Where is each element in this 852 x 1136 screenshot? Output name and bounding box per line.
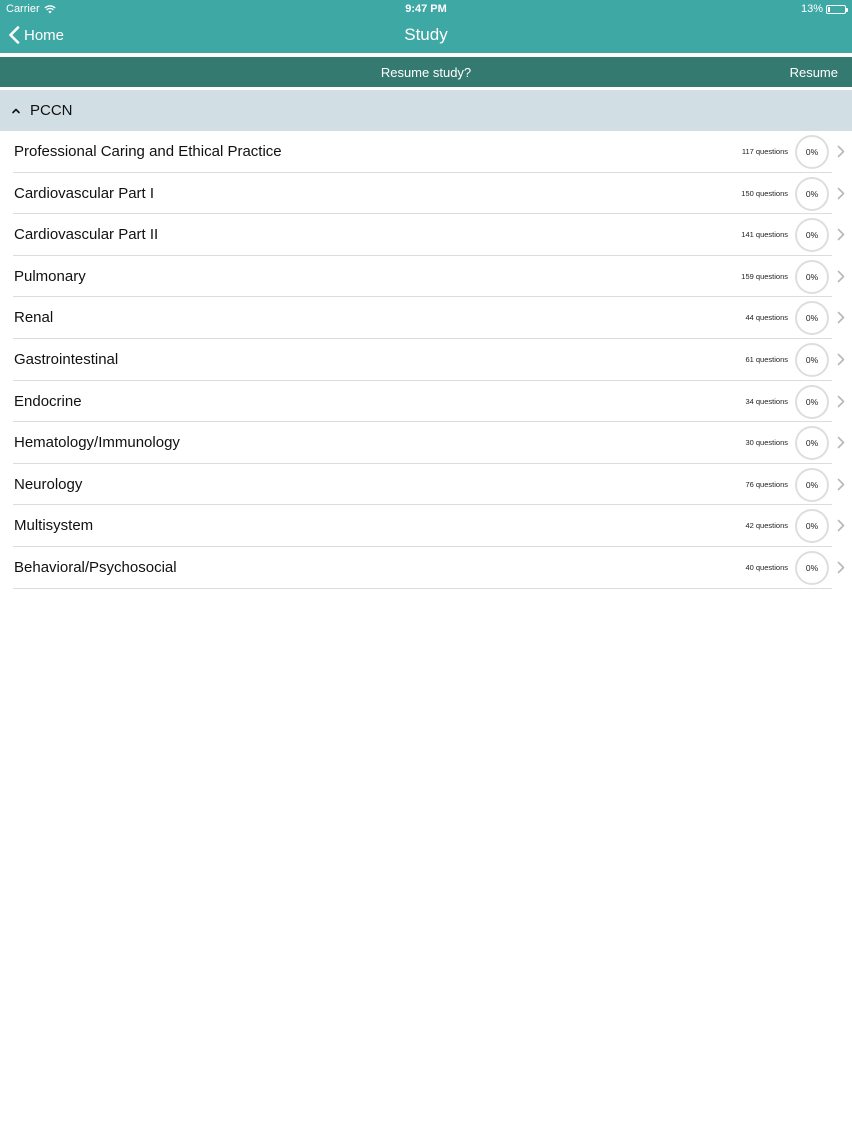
question-count: 30 questions [745, 438, 788, 448]
topic-name: Behavioral/Psychosocial [14, 558, 177, 576]
topic-name: Multisystem [14, 517, 94, 535]
section-header-pccn[interactable] [0, 90, 852, 131]
list-item[interactable] [0, 131, 852, 173]
topic-name: Endocrine [14, 392, 82, 410]
progress-percent: 0% [805, 188, 819, 199]
progress-percent: 0% [805, 147, 819, 157]
chevron-right-icon [837, 228, 845, 241]
topic-name: Gastrointestinal [14, 350, 119, 368]
battery-level-fill [828, 7, 830, 12]
topic-name: Hematology/Immunology [14, 434, 180, 452]
progress-ring [795, 301, 829, 335]
progress-ring [795, 218, 829, 252]
progress-ring [795, 468, 829, 502]
question-count: 44 questions [745, 313, 788, 323]
battery-icon [826, 5, 846, 14]
list-item[interactable] [0, 256, 852, 298]
progress-ring [795, 135, 829, 169]
progress-ring [795, 551, 829, 585]
progress-percent: 0% [805, 562, 819, 573]
status-battery [801, 3, 846, 15]
list-item[interactable] [0, 547, 852, 589]
progress-ring [795, 343, 829, 377]
progress-percent: 0% [805, 479, 819, 490]
question-count: 34 questions [745, 396, 788, 406]
chevron-right-icon [837, 436, 845, 449]
chevron-right-icon [837, 478, 845, 491]
resume-prompt: Resume study? [380, 65, 472, 80]
question-count: 40 questions [745, 562, 788, 572]
progress-ring [795, 385, 829, 419]
list-item[interactable] [0, 173, 852, 215]
chevron-right-icon [837, 519, 845, 532]
resume-button[interactable]: Resume [789, 65, 838, 80]
question-count: 117 questions [741, 147, 788, 156]
list-item[interactable] [0, 381, 852, 423]
list-item[interactable] [0, 464, 852, 506]
list-item[interactable] [0, 505, 852, 547]
progress-ring [795, 426, 829, 460]
back-button-label: Home [24, 26, 65, 44]
progress-percent: 0% [805, 230, 819, 241]
chevron-right-icon [837, 145, 845, 158]
carrier-label: Carrier [6, 3, 40, 15]
progress-percent: 0% [805, 313, 819, 324]
question-count: 61 questions [745, 354, 788, 364]
status-time: 9:47 PM [405, 3, 447, 15]
topic-name: Professional Caring and Ethical Practice [14, 143, 282, 160]
top-bar [0, 0, 852, 53]
progress-ring [795, 177, 829, 211]
topic-name: Renal [14, 309, 54, 327]
section-title: PCCN [30, 102, 73, 119]
topic-name: Cardiovascular Part I [14, 184, 155, 202]
progress-ring [795, 509, 829, 543]
list-item[interactable] [0, 214, 852, 256]
progress-percent: 0% [805, 354, 819, 365]
question-count: 159 questions [741, 271, 788, 281]
progress-ring [795, 260, 829, 294]
question-count: 141 questions [741, 230, 788, 240]
list-item[interactable] [0, 422, 852, 464]
chevron-right-icon [837, 395, 845, 408]
battery-percent: 13% [800, 3, 823, 15]
progress-percent: 0% [805, 396, 819, 407]
navigation-bar [0, 18, 852, 53]
topic-name: Pulmonary [14, 267, 86, 285]
list-item[interactable] [0, 339, 852, 381]
chevron-right-icon [837, 270, 845, 283]
topic-name: Neurology [14, 475, 83, 493]
topic-name: Cardiovascular Part II [14, 226, 159, 244]
chevron-right-icon [837, 187, 845, 200]
question-count: 76 questions [745, 479, 788, 489]
progress-percent: 0% [805, 438, 819, 449]
progress-percent: 0% [805, 521, 819, 532]
page-title: Study [404, 25, 448, 44]
chevron-up-icon [11, 107, 21, 115]
resume-banner [0, 57, 852, 87]
topic-list [0, 131, 852, 589]
list-item[interactable] [0, 297, 852, 339]
chevron-right-icon [837, 561, 845, 574]
progress-percent: 0% [805, 271, 819, 282]
question-count: 150 questions [741, 188, 788, 198]
question-count: 42 questions [745, 521, 788, 531]
chevron-right-icon [837, 311, 845, 324]
status-bar [0, 0, 852, 18]
chevron-right-icon [837, 353, 845, 366]
